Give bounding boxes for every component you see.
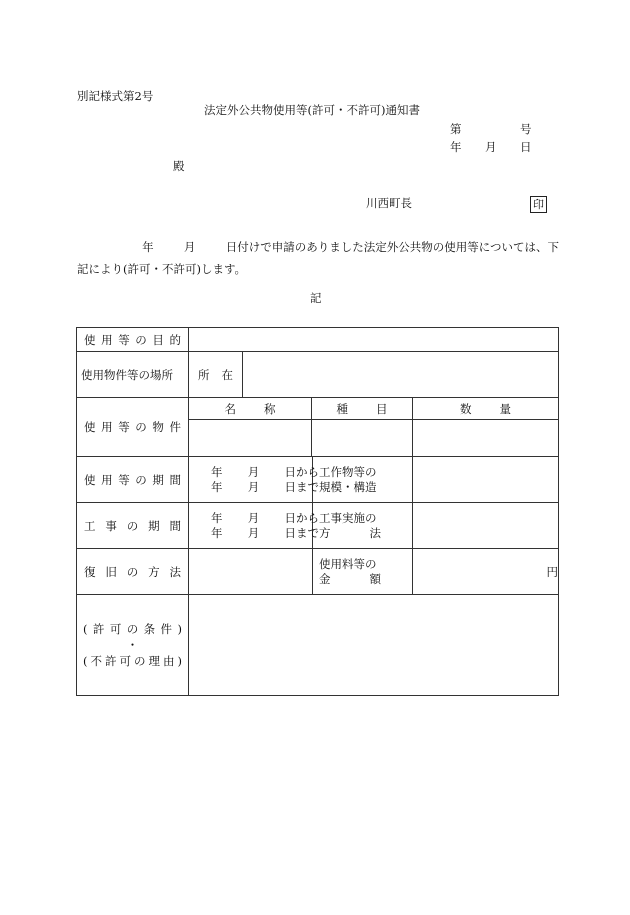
form-number: 別記様式第2号 [77,89,154,103]
location-value[interactable] [243,352,558,397]
object-quantity-value[interactable] [413,420,559,457]
label-location-address: 所 在 [189,352,243,397]
seal-mark: 印 [530,196,547,213]
table-row-conditions [77,595,559,696]
structure-value[interactable] [413,457,559,503]
number-prefix: 第 [450,122,462,136]
label-structure: 工作物等の 規模・構造 [319,464,377,494]
recipient-honorific: 殿 [173,159,185,173]
table-row-period [77,457,559,503]
col-header-type: 種 目 [336,401,388,416]
number-suffix: 号 [520,122,532,136]
label-method: 工事実施の 方 法 [319,510,381,540]
label-location: 使用物件等の場所 [81,367,173,382]
construction-dates[interactable]: 年 月 日から 年 月 日まで [211,510,319,540]
label-conditions: ( 許 可 の 条 件 ) ・ ( 不 許 可 の 理 由 ) [83,622,182,668]
date-year: 年 [450,140,462,154]
table-row-location [77,352,559,398]
fee-value[interactable] [413,549,559,595]
application-table [76,327,559,696]
section-mark: 記 [310,291,322,305]
label-construction-period: 工 事 の 期 間 [84,518,181,533]
table-row-restore [77,549,559,595]
table-row-purpose [77,328,559,352]
col-header-quantity: 数 量 [460,401,511,416]
sender-name: 川西町長 [366,196,412,210]
fee-unit: 円 [546,564,559,579]
date-day: 日 [520,140,532,154]
method-value[interactable] [413,503,559,549]
body-month: 月 [183,240,196,254]
label-object: 使 用 等 の 物 件 [84,420,181,434]
col-header-name: 名 称 [224,401,276,416]
period-dates[interactable]: 年 月 日から 年 月 日まで [211,464,319,494]
conditions-value[interactable] [189,595,559,696]
label-fee: 使用料等の 金 額 [319,556,381,586]
body-line2-text: 記により(許可・不許可)します。 [77,262,247,276]
restore-value[interactable] [189,549,313,595]
object-name-value[interactable] [189,420,312,457]
body-line1-text: 日付けで申請のありました法定外公共物の使用等については、下 [225,240,559,254]
label-period: 使 用 等 の 期 間 [84,472,181,487]
date-month: 月 [485,140,497,154]
purpose-value[interactable] [189,328,559,352]
table-row-construction [77,503,559,549]
body-paragraph [77,236,559,280]
label-purpose: 使 用 等 の 目 的 [84,332,181,347]
document-title: 法定外公共物使用等(許可・不許可)通知書 [204,103,420,117]
body-year: 年 [142,240,154,254]
table-row-object-header [77,398,559,420]
object-type-value[interactable] [312,420,413,457]
label-restore: 復 旧 の 方 法 [84,564,181,579]
